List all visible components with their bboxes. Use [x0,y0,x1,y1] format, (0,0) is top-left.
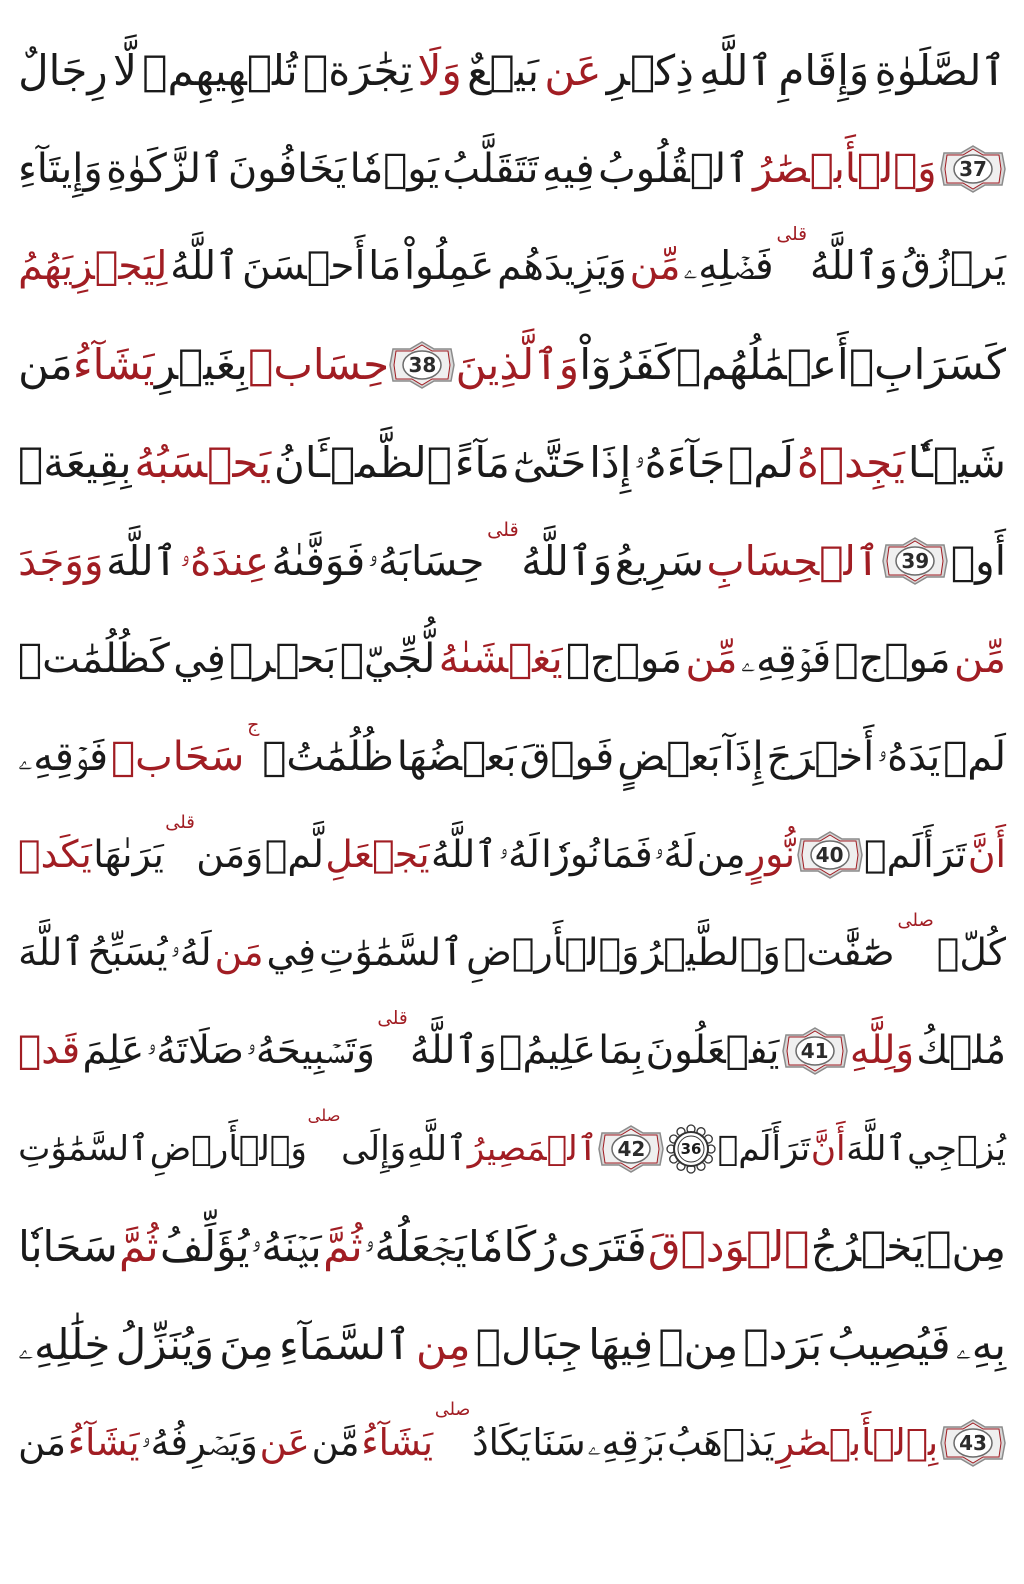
quran-word: وَٱلۡأَرۡضِ [466,930,640,975]
quran-word: يَحۡسَبُهُ [134,438,272,487]
quran-word: تَرَ [935,832,967,877]
quran-word: بَيۡنَهُۥ [250,1222,322,1271]
quran-word: بِقِيعَةٖ [18,438,132,487]
quran-word: عَن [259,1420,310,1464]
quran-word: مَوۡجٞ [834,635,951,682]
quran-word: إِذَآ [723,734,764,780]
quran-word: أَنَّ [810,1128,846,1169]
quran-word: وَٱللَّهُ [409,1027,497,1073]
quran-word: لَمۡ [728,438,795,487]
quran-word: أَلَمۡ [717,1128,782,1169]
quran-word: مِن [416,1320,471,1369]
text-line [18,1198,1006,1296]
text-line [18,806,1006,904]
quran-word: يَجۡعَلِ [325,832,430,877]
quran-word: يَشَآءُ [72,340,155,389]
text-line [18,414,1006,512]
quran-word: وَمَن [196,832,264,877]
quran-word: كَسَرَابِۭ [848,340,1006,389]
quran-word: ٱللَّهَ [106,536,178,585]
quran-word: فَتَرَى [557,1222,647,1271]
quran-word: أَوۡ [950,536,1006,585]
quran-word: أَخۡرَجَ [766,734,875,780]
pause-mark: قلى [377,1008,408,1029]
quran-word: وَٱلطَّيۡرُ [642,930,781,975]
quran-word: مَا [368,244,402,290]
quran-word: فَوَفَّىٰهُ [271,536,366,585]
ayah-number-marker [797,831,863,879]
quran-word: فَوۡقِهِۦ [18,734,109,780]
quran-word: لَهُۥ [498,832,540,877]
quran-word: تَتَقَلَّبُ [442,146,539,192]
quran-word: ٱللَّهَ [18,930,85,975]
quran-word: يَخَافُونَ [227,146,347,192]
ayah-number: 40 [815,843,844,867]
quran-word: سَنَا [532,1420,586,1464]
quran-word: ٱللَّهَ [846,1128,907,1169]
quran-word: فِي [266,930,317,975]
text-line [18,904,1006,1002]
quran-word: مَن [18,1420,66,1464]
pause-mark: ج [247,714,260,736]
pause-mark: صلى [434,1400,471,1420]
quran-word: فَضۡلِهِۦ [683,244,774,290]
quran-word: مَّن [311,1420,360,1464]
quran-word: وَلِلَّهِ [849,1027,915,1073]
quran-word: عَلِيمُۢ [499,1027,596,1073]
quran-word: ٱلۡوَدۡقَ [647,1222,810,1271]
pause-mark: قلى [776,224,808,245]
quran-word: وَتَسۡبِيحَهُۥ [246,1027,376,1073]
quran-word: حَتَّىٰٓ [512,438,587,487]
hizb-number: 36 [680,1140,702,1158]
quran-word: مِنَ [219,1320,274,1369]
quran-word: وَٱلۡأَرۡضِ [149,1128,307,1169]
text-line [18,1296,1006,1394]
quran-word: ٱلسَّمَآءِ [279,1320,411,1369]
quran-word: وَٱلَّذِينَ [455,340,580,389]
quran-word: بِمَا [598,1027,644,1073]
ayah-number: 38 [408,353,437,377]
quran-word: عِندَهُۥ [180,536,270,585]
quran-word: مِنۢ [658,1320,739,1369]
quran-word: وَإِقَامِ [778,46,870,95]
quran-word: يَذۡهَبُ [667,1420,775,1464]
quran-word: ٱلسَّمَٰوَٰتِ [18,1128,150,1169]
hizb-rosette-icon [665,1123,717,1175]
pause-mark: قلى [165,812,195,833]
quran-word: بِهِۦ [955,1320,1006,1369]
quran-word: أَلَمۡ [864,832,934,877]
quran-word: تِجَٰرَةٞ [303,46,413,95]
quran-word: أَنَّ [967,832,1006,877]
quran-word: ظُلُمَٰتُۢ [262,734,394,780]
text-line [18,512,1006,610]
quran-word: ثُمَّ [118,1222,159,1271]
text-line [18,610,1006,708]
ayah-number: 42 [617,1137,646,1161]
quran-word: فَوۡقِهِۦ [740,635,832,682]
quran-word: وَلَا [417,46,462,95]
quran-word: كَفَرُوٓاْ [579,340,676,389]
quran-word: يَشَآءُ [361,1420,434,1464]
quran-word: كَظُلُمَٰتٖ [18,635,170,682]
ayah-number: 43 [959,1431,987,1455]
quran-word: عَن [544,46,602,95]
quran-word: وَإِلَى [341,1128,407,1169]
quran-word: ٱلۡحِسَابِ [706,536,880,585]
quran-word: لَّا [113,46,137,95]
quran-word: مَن [18,340,73,389]
quran-word: ٱلۡمَصِيرُ [467,1128,598,1169]
quran-word: ٱللَّهِ [406,1128,468,1169]
quran-word: يَوۡمٗا [349,146,440,192]
quran-word: فِيهِ [541,146,595,192]
quran-word: يَجۡعَلُهُۥ [364,1222,467,1271]
quran-word: وَٱللَّهُ [809,244,898,290]
quran-word: يَخۡرُجُ [810,1222,925,1271]
quran-word: مِن [696,832,746,877]
quran-word: وَيَصۡرِفُهُۥ [141,1420,258,1464]
quran-word: يَرَىٰهَا [93,832,164,877]
quran-word: فِي [173,635,226,682]
quran-word: ذِكۡرِ [606,46,694,95]
quran-word: وَإِيتَآءِ [18,146,103,192]
pause-mark: صلى [307,1106,341,1125]
text-line [18,316,1006,414]
quran-word: أَعۡمَٰلُهُمۡ [676,340,849,389]
quran-word: يَكَادُ [472,1420,531,1464]
quran-word: مِّن [685,635,738,682]
quran-word: مَآءً [454,438,510,487]
quran-word: بَرۡقِهِۦ [587,1420,666,1464]
quran-word: كُلّٞ [936,930,1006,975]
quran-word: قَدۡ [18,1027,81,1073]
text-line [18,1394,1006,1492]
quran-word: يُؤَلِّفُ [159,1222,250,1271]
quran-word: ٱلزَّكَوٰةِ [106,146,225,192]
quran-word: شَيۡـٔٗا [907,438,1006,487]
quran-word: لَهُۥ [170,930,212,975]
quran-word: يَجِدۡهُ [796,438,905,487]
quran-word: فَوۡقَ [519,734,615,780]
pause-mark: قلى [487,518,519,541]
quran-word: لَهُۥ [654,832,696,877]
quran-word: يُزۡجِي [907,1128,1006,1169]
quran-word: ٱللَّهِ [699,46,774,95]
quran-word: ثُمَّ [323,1222,363,1271]
quran-word: وَيُنَزِّلُ [115,1320,215,1369]
quran-word: مَوۡجٞ [565,635,683,682]
quran-word: بَعۡضٍ [617,734,721,780]
quran-word: وَٱلۡأَبۡصَٰرُ [752,146,937,192]
quran-word: رُكَامٗا [468,1222,557,1271]
quran-word: لَمۡ [943,734,1006,780]
quran-word: تَرَ [781,1128,811,1169]
ayah-number-marker [940,1419,1006,1467]
quran-word: وَٱللَّهُ [521,536,613,585]
quran-word: نُورٗا [541,832,600,877]
quran-word: يَغۡشَىٰهُ [438,635,563,682]
quran-word: إِذَا [589,438,632,487]
quran-word: سَحَابٗا [18,1222,118,1271]
quran-word: بِغَيۡرِ [154,340,248,389]
quran-word: خِلَٰلِهِۦ [18,1320,111,1369]
quran-word: يَفۡعَلُونَ [645,1027,780,1073]
quran-word: جَآءَهُۥ [634,438,726,487]
quran-word: مِّن [954,635,1006,682]
quran-word: ٱلسَّمَٰوَٰتِ [318,930,464,975]
ayah-number: 37 [959,157,987,181]
quran-word: رِجَالٌ [18,46,108,95]
ayah-number-marker [389,341,455,389]
quran-word: فِيهَا [588,1320,654,1369]
quran-word: بَيۡعٌ [467,46,540,95]
ayah-number: 39 [901,549,930,573]
quran-word: ٱلۡقُلُوبُ [598,146,750,192]
quran-word: وَيَزِيدَهُم [497,244,627,290]
text-line [18,1002,1006,1100]
text-line [18,708,1006,806]
quran-word: سَرِيعُ [614,536,704,585]
quran-word: عَلِمَ [82,1027,145,1073]
quran-word: لَّمۡ [264,832,324,877]
ayah-number-marker [882,537,948,585]
ayah-number-marker [598,1125,664,1173]
quran-word: يَرۡزُقُ [900,244,1006,290]
quran-word: لِيَجۡزِيَهُمُ [18,244,168,290]
quran-word: يُسَبِّحُ [87,930,168,975]
quran-word: أَحۡسَنَ [241,244,366,290]
quran-word: مِنۡ [926,1222,1006,1271]
ayah-number-marker [940,145,1006,193]
quran-word: يَشَآءُ [67,1420,140,1464]
quran-word: وَوَجَدَ [18,536,104,585]
quran-word: جِبَالٖ [475,1320,583,1369]
quran-word: ٱللَّهُ [170,244,240,290]
text-line [18,22,1006,120]
quran-word: تُلۡهِيهِمۡ [142,46,298,95]
quran-word: فَمَا [601,832,653,877]
quran-word: بَعۡضُهَا [396,734,517,780]
pause-mark: صلى [897,910,934,931]
quran-word: بِٱلۡأَبۡصَٰرِ [776,1420,939,1464]
quran-word: بَرَدٖ [743,1320,823,1369]
text-line [18,218,1006,316]
quran-word: مُلۡكُ [916,1027,1006,1073]
quran-word: حِسَابَهُۥ [367,536,485,585]
quran-word: صَلَاتَهُۥ [146,1027,244,1073]
quran-word: نُّورٍ [746,832,796,877]
text-line [18,120,1006,218]
quran-word: لُّجِّيّٖ [339,635,436,682]
quran-word: ٱلظَّمۡـَٔانُ [274,438,452,487]
quran-word: عَمِلُواْ [404,244,495,290]
quran-word: مِّن [629,244,681,290]
quran-word: حِسَابٖ [248,340,390,389]
text-line [18,1100,1006,1198]
quran-word: ٱللَّهُ [431,832,498,877]
ayah-number: 41 [800,1039,829,1063]
quran-word: بَحۡرٖ [229,635,337,682]
quran-word: ٱلصَّلَوٰةِ [874,46,1006,95]
quran-word: سَحَابٞ [111,734,245,780]
quran-word: مَن [214,930,264,975]
quran-word: فَيُصِيبُ [827,1320,951,1369]
quran-word: صَٰٓفَّٰتٖ [783,930,895,975]
quran-word: يَدَهُۥ [877,734,941,780]
ayah-number-marker [782,1027,848,1075]
quran-word: يَكَدۡ [18,832,92,877]
